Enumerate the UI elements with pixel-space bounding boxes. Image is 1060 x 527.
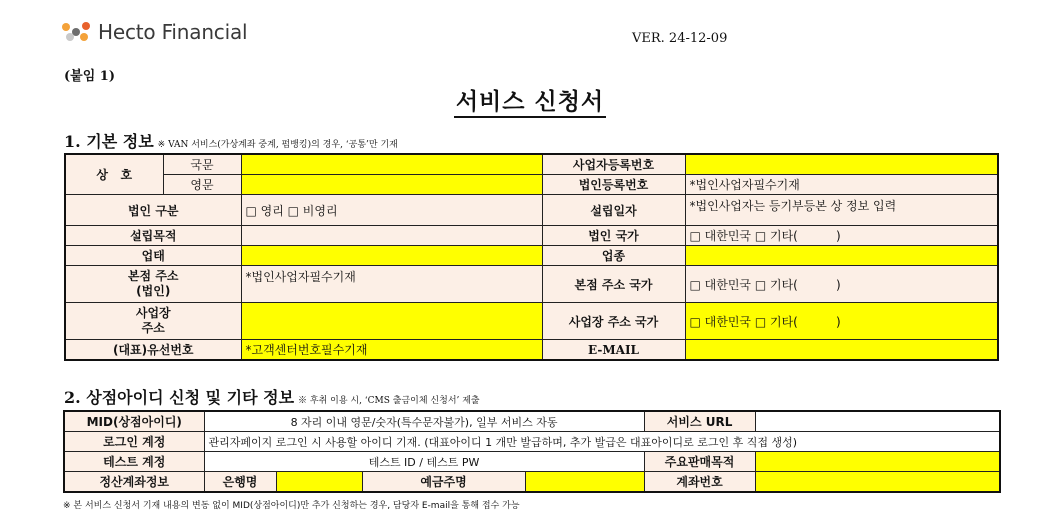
login-account-label: 로그인 계정 (64, 432, 204, 452)
site-country-options[interactable]: □ 대한민국 □ 기타( ) (685, 303, 998, 340)
hq-country-label: 본점 주소 국가 (542, 266, 685, 303)
business-item-label: 업종 (542, 246, 685, 266)
biz-reg-no-label: 사업자등록번호 (542, 154, 685, 175)
english-name-field[interactable] (241, 175, 542, 195)
section1-heading: 1. 기본 정보 (64, 132, 154, 151)
purpose-label: 설립목적 (65, 226, 241, 246)
corp-country-label: 법인 국가 (542, 226, 685, 246)
biz-reg-no-field[interactable] (685, 154, 998, 175)
phone-field[interactable]: *고객센터번호필수기재 (241, 340, 542, 361)
business-type-label: 업태 (65, 246, 241, 266)
founding-date-label: 설립일자 (542, 195, 685, 226)
page-title (0, 83, 1060, 116)
basic-info-table (64, 153, 999, 361)
business-type-field[interactable] (241, 246, 542, 266)
hq-address-field[interactable]: *법인사업자필수기재 (241, 266, 542, 303)
section1-title (64, 129, 398, 152)
service-url-label: 서비스 URL (644, 411, 755, 432)
english-name-label: 영문 (163, 175, 241, 195)
company-logo (62, 20, 247, 44)
business-item-field[interactable] (685, 246, 998, 266)
site-address-field[interactable] (241, 303, 542, 340)
bank-field[interactable] (276, 472, 362, 493)
account-no-field[interactable] (755, 472, 1000, 493)
version-label: VER. 24-12-09 (632, 31, 728, 46)
company-name-label: 상 호 (65, 154, 163, 195)
corp-reg-no-field[interactable]: *법인사업자필수기재 (685, 175, 998, 195)
service-url-field[interactable] (755, 411, 1000, 432)
purpose-field[interactable] (241, 226, 542, 246)
site-address-label: 사업장 주소 (65, 303, 241, 340)
email-field[interactable] (685, 340, 998, 361)
main-products-field[interactable] (755, 452, 1000, 472)
holder-field[interactable] (525, 472, 644, 493)
section2-title (64, 385, 480, 408)
mid-field[interactable]: 8 자리 이내 영문/숫자(특수문자불가), 일부 서비스 자동 (204, 411, 644, 432)
test-account-field[interactable]: 테스트 ID / 테스트 PW (204, 452, 644, 472)
test-account-label: 테스트 계정 (64, 452, 204, 472)
logo-text: Hecto Financial (98, 20, 248, 44)
account-no-label: 계좌번호 (644, 472, 755, 493)
main-products-label: 주요판매목적 (644, 452, 755, 472)
founding-date-field[interactable]: *법인사업자는 등기부등본 상 정보 입력 (685, 195, 998, 226)
corp-type-label: 법인 구분 (65, 195, 241, 226)
korean-name-label: 국문 (163, 154, 241, 175)
section2-heading: 2. 상점아이디 신청 및 기타 정보 (64, 388, 295, 407)
hq-address-label: 본점 주소 (법인) (65, 266, 241, 303)
settlement-label: 정산계좌정보 (64, 472, 204, 493)
title-text: 서비스 신청서 (454, 89, 606, 118)
email-label: E-MAIL (542, 340, 685, 361)
phone-label: (대표)유선번호 (65, 340, 241, 361)
corp-reg-no-label: 법인등록번호 (542, 175, 685, 195)
hq-country-options[interactable]: □ 대한민국 □ 기타( ) (685, 266, 998, 303)
login-account-field[interactable]: 관리자페이지 로그인 시 사용할 아이디 기재. (대표아이디 1 개만 발급하며, 추가 발급은 대표아이디로 로그인 후 직접 생성) (204, 432, 1000, 452)
corp-type-options[interactable]: □ 영리 □ 비영리 (241, 195, 542, 226)
mid-info-table (63, 410, 1001, 493)
hecto-logo-icon (62, 20, 92, 44)
section1-note: ※ VAN 서비스(가상계좌 중계, 펌뱅킹)의 경우, ‘공통’만 기재 (157, 140, 398, 150)
section2-note: ※ 후취 이용 시, ‘CMS 출금이체 신청서’ 제출 (298, 396, 480, 406)
mid-label: MID(상점아이디) (64, 411, 204, 432)
corp-country-options[interactable]: □ 대한민국 □ 기타( ) (685, 226, 998, 246)
footnote: ※ 본 서비스 신청서 기재 내용의 변동 없이 MID(상점아이디)만 추가 신청하는 경우, 담당자 E-mail을 통해 접수 가능 (63, 501, 520, 511)
site-country-label: 사업장 주소 국가 (542, 303, 685, 340)
korean-name-field[interactable] (241, 154, 542, 175)
holder-label: 예금주명 (362, 472, 525, 493)
attachment-label: (붙임 1) (64, 69, 115, 84)
bank-label: 은행명 (204, 472, 276, 493)
